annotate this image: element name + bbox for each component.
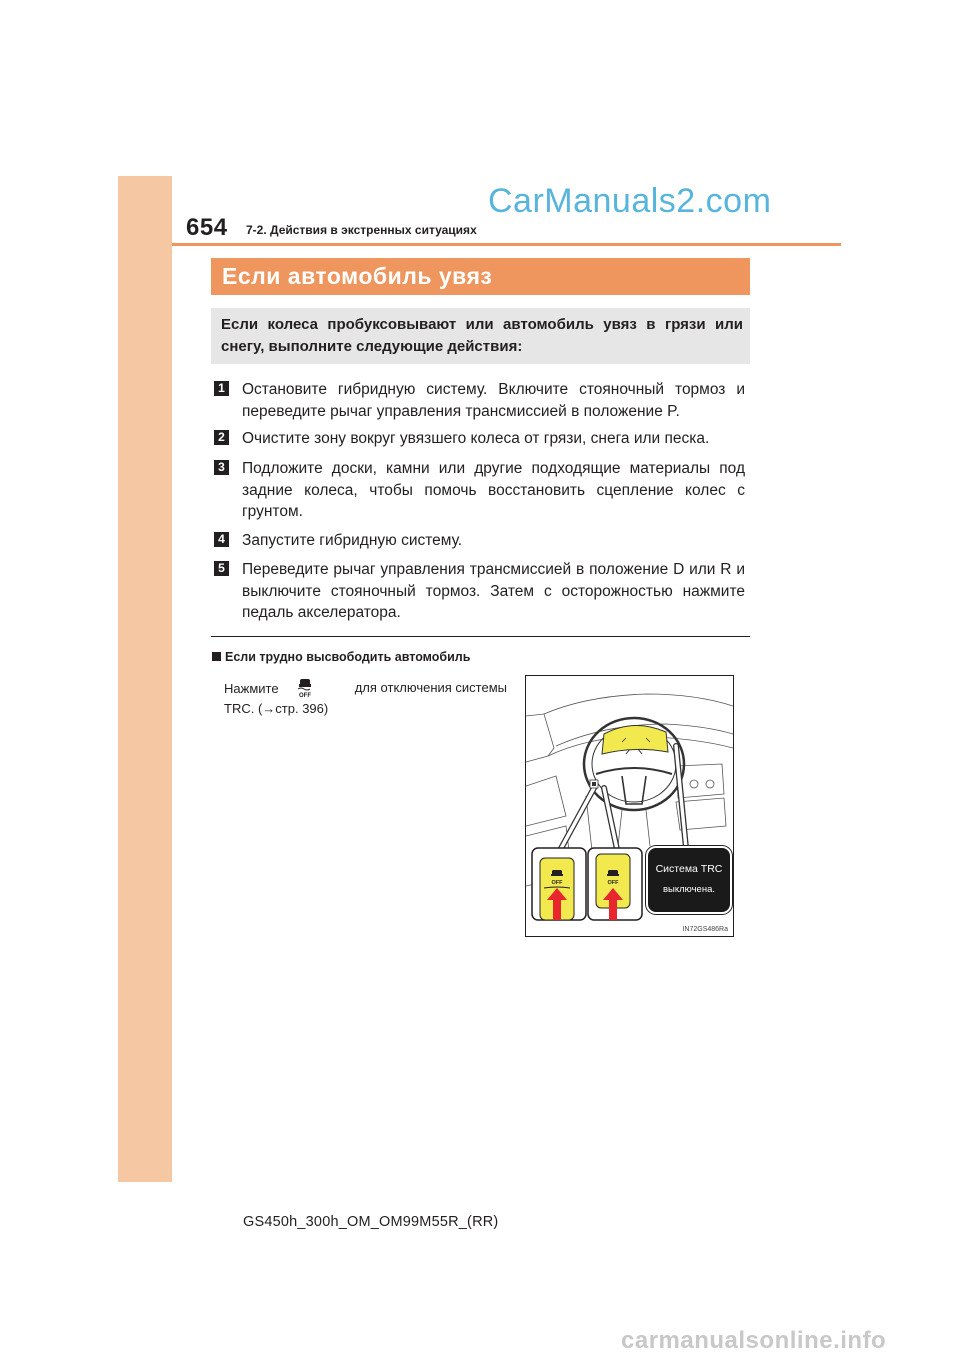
button-label-1: OFF [551, 880, 563, 886]
step-text: Подложите доски, камни или другие подходящие материалы под задние колеса, чтобы помочь восстановить сцепление колес с грунтом. [242, 460, 745, 520]
trc-off-message [646, 846, 732, 914]
page-number: 654 [186, 214, 228, 241]
section-divider [211, 636, 750, 637]
dashboard-illustration [525, 675, 734, 937]
watermark-top[interactable]: CarManuals2.com [488, 182, 772, 220]
arrow-right-icon: → [262, 701, 276, 716]
step-text: Остановите гибридную систему. Включите стояночный тормоз и переведите рычаг управления трансмиссией в положение P. [242, 381, 745, 420]
step-number: 2 [214, 430, 229, 445]
step-number: 1 [214, 381, 229, 396]
svg-text:OFF: OFF [299, 693, 312, 698]
note-line-1 [224, 678, 507, 699]
subheading [212, 650, 470, 664]
step-text: Очистите зону вокруг увязшего колеса от грязи, снега или песка. [242, 430, 710, 447]
watermark-bottom[interactable]: carmanualsonline.info [621, 1327, 887, 1354]
trc-message-line-1: Система TRC [655, 863, 723, 875]
document-code: GS450h_300h_OM_OM99M55R_(RR) [243, 1214, 499, 1230]
trc-message-line-2: выключена. [663, 884, 715, 895]
trc-off-icon [292, 678, 318, 698]
side-band [118, 176, 172, 1182]
step-number: 3 [214, 460, 229, 475]
section-title: 7-2. Действия в экстренных ситуациях [246, 223, 477, 237]
note-part-4: стр. 396) [275, 701, 329, 716]
note-line-2 [224, 699, 507, 719]
note-text [224, 678, 507, 719]
step-number: 4 [214, 532, 229, 547]
button-label-2: OFF [607, 880, 619, 886]
page-heading: Если автомобиль увяз [222, 263, 493, 289]
subheading-text: Если трудно высвободить автомобиль [225, 650, 471, 664]
note-part-3: TRC. ( [224, 701, 263, 716]
step-text: Запустите гибридную систему. [242, 532, 463, 549]
intro-text: Если колеса пробуксовывают или автомобиль увяз в грязи или снегу, выполните следующие действия: [221, 316, 743, 355]
note-part-2: для отключения системы [354, 680, 507, 695]
step-text: Переведите рычаг управления трансмиссией в положение D или R и выключите стояночный тормоз. Затем с осторожностью нажмите педаль акселератора. [242, 561, 745, 621]
step-number: 5 [214, 561, 229, 576]
figure-code: IN72GS486Ra [682, 926, 728, 933]
square-bullet-icon [212, 652, 221, 661]
header-rule [172, 243, 841, 246]
note-part-1: Нажмите [224, 681, 279, 696]
